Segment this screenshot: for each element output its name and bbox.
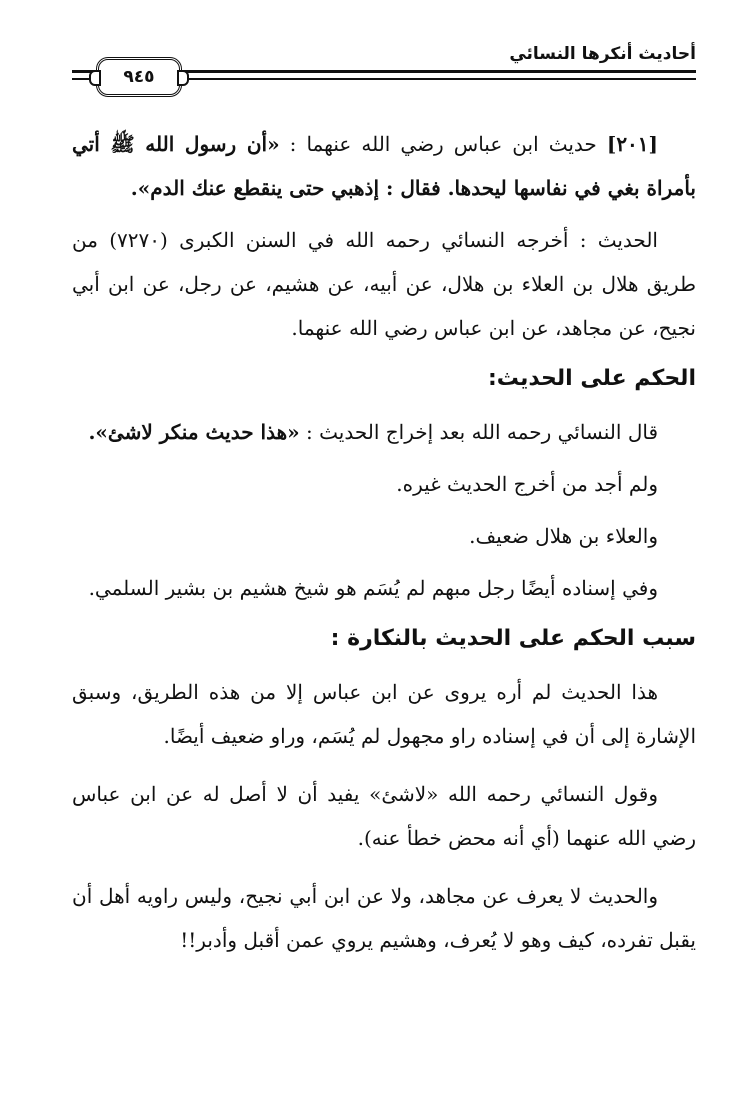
paragraph-reason-3: والحديث لا يعرف عن مجاهد، ولا عن ابن أبي نجيح، وليس راويه أهل أن يقبل تفرده، كيف وهو لا يُعرف، وهشيم يروي عمن أقبل وأدبر!! bbox=[72, 884, 696, 952]
takhrij-paragraph: الحديث : أخرجه النسائي رحمه الله في السنن الكبرى (٧٢٧٠) من طريق هلال بن العلاء بن هلال، عن أبيه، عن هشيم، عن رجل، عن ابن أبي نجيح، عن مجاهد، عن ابن عباس رضي الله عنهما. bbox=[72, 228, 696, 340]
section-heading-reason: سبب الحكم على الحديث بالنكارة : bbox=[330, 626, 696, 651]
paragraph-narrator-weak: والعلاء بن هلال ضعيف. bbox=[469, 524, 658, 548]
page-body bbox=[72, 122, 696, 962]
paragraph-not-found: ولم أجد من أخرج الحديث غيره. bbox=[396, 472, 658, 496]
hadith-paragraph bbox=[72, 122, 696, 210]
hadith-text: «أن رسول الله ﷺ أتي بأمراة بغي في نفاسها ليحدها. فقال : إذهبي حتى ينقطع عنك الدم». bbox=[72, 132, 696, 200]
running-title: أحاديث أنكرها النسائي bbox=[509, 44, 696, 64]
nasai-statement-intro: قال النسائي رحمه الله بعد إخراج الحديث : bbox=[306, 420, 658, 444]
paragraph-reason-2: وقول النسائي رحمه الله «لاشئ» يفيد أن لا أصل له عن ابن عباس رضي الله عنهما (أي أنه محض خطأ عنه). bbox=[72, 782, 696, 850]
page-number: ٩٤٥ bbox=[96, 57, 182, 97]
paragraph-unnamed-narrator: وفي إسناده أيضًا رجل مبهم لم يُسَم هو شيخ هشيم بن بشير السلمي. bbox=[88, 576, 658, 600]
hadith-intro: حديث ابن عباس رضي الله عنهما : bbox=[289, 132, 597, 156]
section-heading-ruling: الحكم على الحديث: bbox=[487, 366, 696, 391]
nasai-statement-quote: «هذا حديث منكر لاشئ». bbox=[88, 420, 300, 444]
nasai-statement bbox=[72, 410, 696, 454]
hadith-number: [٢٠١] bbox=[606, 132, 659, 156]
paragraph-reason-1: هذا الحديث لم أره يروى عن ابن عباس إلا من هذه الطريق، وسبق الإشارة إلى أن في إسناده راو مجهول لم يُسَم، وراو ضعيف أيضًا. bbox=[72, 680, 696, 748]
